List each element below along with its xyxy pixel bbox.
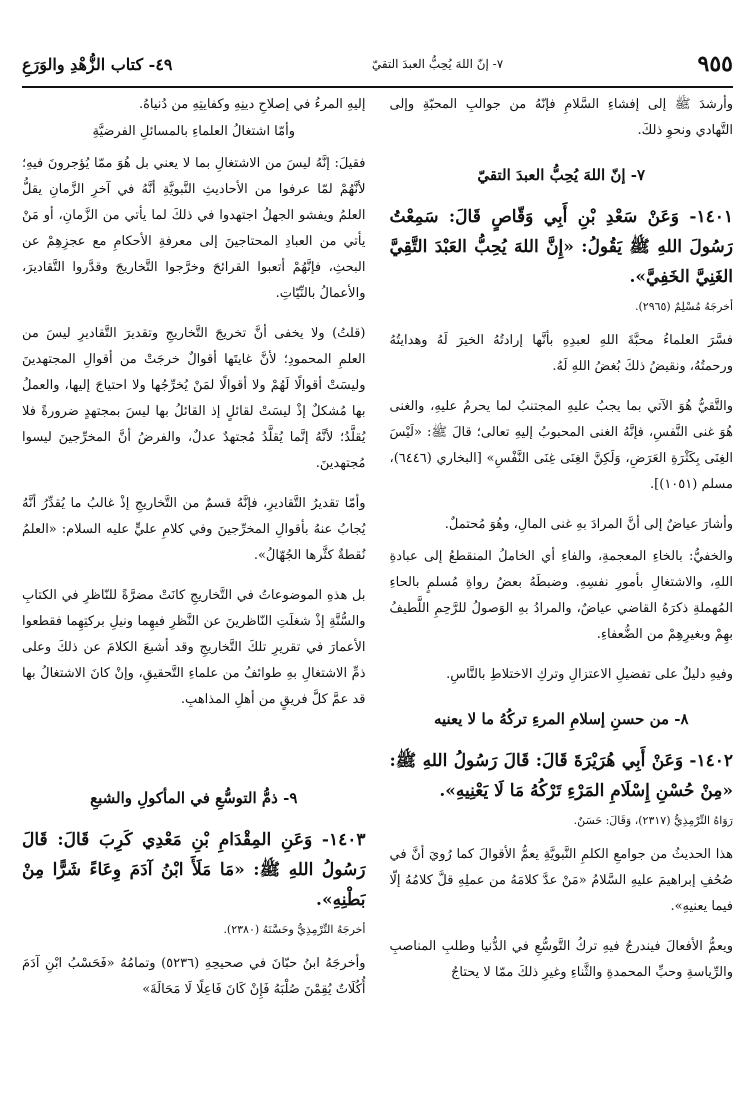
intro-paragraph: وأرشدَ ﷺ إلى إفشاءِ السَّلامِ فإنّهُ من جوالبِ المحبّةِ وإلى التَّهادي ونحوِ ذلكَ.: [389, 97, 733, 138]
takhrij-1401: أخرجَهُ مُسْلِمٌ (٢٩٦٥).: [634, 300, 733, 313]
commentary-paragraph: وأمّا تقديرُ التَّقاديرِ، فإنَّهُ قسمٌ من التَّخاريجِ إذْ غالبُ ما يُقدِّرُ أنَّهُ يُجابُ عنهُ بأقوالِ المخرِّجينَ وفي كلامِ عليٍّ عليه السلام: «العلمُ نُقطةٌ كثَّرها الجُهّالُ».: [22, 496, 366, 563]
running-section-title: ٧- إنّ اللهَ يُحِبُّ العبدَ التقيّ: [371, 57, 504, 71]
two-column-body: [22, 92, 733, 1090]
commentary-paragraph: وأخرجَهُ ابنُ حبّانَ في صحيحِهِ (٥٢٣٦) وتمامُهُ «فَحَسْبُ ابْنِ آدَمَ أُكُلَاتٌ يُقِمْنَ صُلْبَهُ فَإِنْ كَانَ فَاعِلًا لَا مَحَالَةَ»: [22, 956, 366, 997]
commentary-paragraph: هذا الحديثُ من جوامعِ الكلمِ النَّبويَّةِ يعمُّ الأقوالَ كما رُويَ أنَّ في صُحُفِ إبراهيمَ عليهِ السَّلامُ «مَنْ عدَّ كلامَهُ من عملِهِ قلَّ كلامُهُ إلّا فيما يعنيهِ».: [389, 847, 733, 914]
spacer: [22, 727, 366, 767]
commentary-paragraph: ويعمُّ الأفعالَ فيندرجُ فيهِ تركُ التَّوسُّعِ في الدُّنيا وطلبِ المناصبِ والرِّياسةِ وحبِّ المحمدةِ والثَّناءِ وغيرِ ذلكَ ممّا لا يحتاجُ: [389, 939, 733, 980]
chapter-8-title: ٨- من حسنِ إسلامِ المرءِ تركُهُ ما لا يعنيه: [433, 710, 689, 728]
commentary-paragraph: والخفيُّ: بالخاءِ المعجمةِ، والفاءِ أي الخاملُ المنقطعُ إلى عبادةِ اللهِ، والاشتغالِ بأمورِ نفسِهِ. وضبطَهُ بعضُ رواةِ مُسلمٍ بالحاءِ المُهملةِ ذكرَهُ القاضي عياضٌ، والمرادُ بهِ الوَصولُ للرَّحِمِ اللَّطيفُ بهِمْ وبغيرِهِمْ من الضُّعفاءِ.: [389, 549, 733, 642]
commentary-paragraph: وأشارَ عياضٌ إلى أنَّ المرادَ بهِ غنى المالِ، وهُوَ مُحتملٌ.: [444, 517, 733, 532]
header-rule: [22, 86, 733, 88]
takhrij-1402: رَوَاهُ التِّرْمِذِيُّ (٢٣١٧)، وَقَالَ: حَسَنٌ.: [573, 814, 733, 827]
commentary-paragraph: بل هذهِ الموضوعاتُ في التَّخاريجِ كانَتْ مضرَّةً للنّاظرِ في الكتابِ والسُّنَّةِ إذْ شغلَتِ النّاظرينَ عن النَّظرِ فيهِما ونيلِ بركتِهِما فقطعوا الأعمارَ في تقريرِ تلكَ التَّخاريجِ وقد أشبعَ الكلامَ عن ذلكَ وعلى ذمِّ الاشتغالِ بهِ طوائفُ من علماءِ التَّحقيقِ، وإنْ كانَ الاشتغالُ بها قد عمَّ كلَّ فريقٍ من أهلِ المذاهبِ.: [22, 588, 366, 707]
hadith-1403: ١٤٠٣- وَعَنِ المِقْدَامِ بْنِ مَعْدِي كَرِبَ قَالَ: قَالَ رَسُولُ اللهِ ﷺ: «مَا مَلَأَ ابْنُ آدَمَ وِعَاءً شَرًّا مِنْ بَطْنِهِ».: [22, 830, 366, 910]
continued-paragraph: إليهِ المرءُ في إصلاحِ دينِهِ وكفايتِهِ من دُنياهُ.: [138, 97, 366, 112]
running-book-title: ٤٩- كتاب الزُّهْدِ والوَرَعِ: [22, 54, 173, 74]
right-column: [390, 92, 734, 1090]
commentary-paragraph: (قلتُ) ولا يخفى أنَّ تخريجَ التَّخاريجِ وتقديرَ التَّقاديرِ ليسَ من العلمِ المحمودِ؛ لأنَّ غايتَها أقوالٌ خرجَتْ من أقوالِ المجتهدينَ وليسَتْ أقوالًا لَهُمْ ولا أقوالًا لمَنْ يُخرِّجُها ولا احتياجَ إليها، والعملُ بها مُشكلٌ إذْ ليسَتْ لقائلٍ إذ القائلُ بها ليسَ بمجتهدٍ ضرورةً فلا يُقلَّدُ؛ لأنَّهُ إنَّما يُقلَّدُ مُجتهدٌ عدلٌ، والفرضُ أنَّ المخرِّجينَ ليسوا مُجتهدينَ.: [22, 326, 366, 471]
left-column: [22, 92, 366, 1090]
hadith-1401: ١٤٠١- وَعَنْ سَعْدِ بْنِ أَبِي وَقّاصٍ قَالَ: سَمِعْتُ رَسُولَ اللهِ ﷺ يَقُولُ: «إِنَّ اللهَ يُحِبُّ العَبْدَ التَّقِيَّ الغَنِيَّ الخَفِيَّ».: [389, 207, 733, 287]
hadith-1402: ١٤٠٢- وَعَنْ أَبِي هُرَيْرَةَ قَالَ: قَالَ رَسُولُ اللهِ ﷺ: «مِنْ حُسْنِ إِسْلَامِ المَرْءِ تَرْكُهُ مَا لَا يَعْنِيهِ».: [389, 751, 733, 801]
subheading: وأمّا اشتغالُ العلماءِ بالمسائلِ الفرضيَّةِ: [92, 124, 295, 139]
commentary-paragraph: والتَّقيُّ هُوَ الآتي بما يجبُ عليهِ المجتنبُ لما يحرمُ عليهِ، والغنى هُوَ غنى النَّفسِ، فإنَّهُ الغنى المحبوبُ إليهِ تعالى؛ قالَ ﷺ: «لَيْسَ الغِنَى بِكَثْرَةِ العَرَضِ، وَلَكِنَّ الغِنَى غِنَى النَّفْسِ» [البخاري (٦٤٤٦)، مسلم (١٠٥١)].: [389, 399, 733, 492]
takhrij-1403: أخرجَهُ التِّرْمِذِيُّ وحَسَّنَهُ (٢٣٨٠).: [223, 923, 366, 936]
page-header: [22, 44, 733, 84]
commentary-paragraph: وفيهِ دليلٌ على تفضيلِ الاعتزالِ وتركِ الاختلاطِ بالنَّاسِ.: [446, 667, 733, 682]
commentary-paragraph: فقيلَ: إنَّهُ ليسَ من الاشتغالِ بما لا يعني بل هُوَ ممّا يُؤجرونَ فيهِ؛ لأنَّهُمْ لمّا عرفوا من الأحاديثِ النَّبويَّةِ أنَّهُ في آخرِ الزَّمانِ يقلُّ العلمُ ويفشو الجهلُ اجتهدوا في ذلكَ لما يأتي من الزَّمانِ، أو مَنْ يأتي من العبادِ المحتاجينَ إلى معرفةِ الأحكامِ مع عجزِهِمْ عن البحثِ، فإنَّهُمْ أتعبوا القرائحَ وخرَّجوا التَّخاريجَ وقدَّروا التَّقاديرَ، والأعمالُ بالنِّيّاتِ.: [22, 156, 366, 301]
chapter-9-title: ٩- ذمُّ التوسُّعِ في المأكولِ والشبعِ: [90, 789, 298, 807]
commentary-paragraph: فسَّرَ العلماءُ محبَّةَ اللهِ لعبدِهِ بأنَّها إرادتُهُ الخيرَ لَهُ وهدايتُهُ ورحمتُهُ، ونقيضُ ذلكَ بُغضُ اللهِ لَهُ.: [389, 333, 733, 374]
page-number: ٩٥٥: [697, 51, 733, 77]
chapter-7-title: ٧- إنّ اللهَ يُحِبُّ العبدَ التقيّ: [477, 166, 646, 184]
